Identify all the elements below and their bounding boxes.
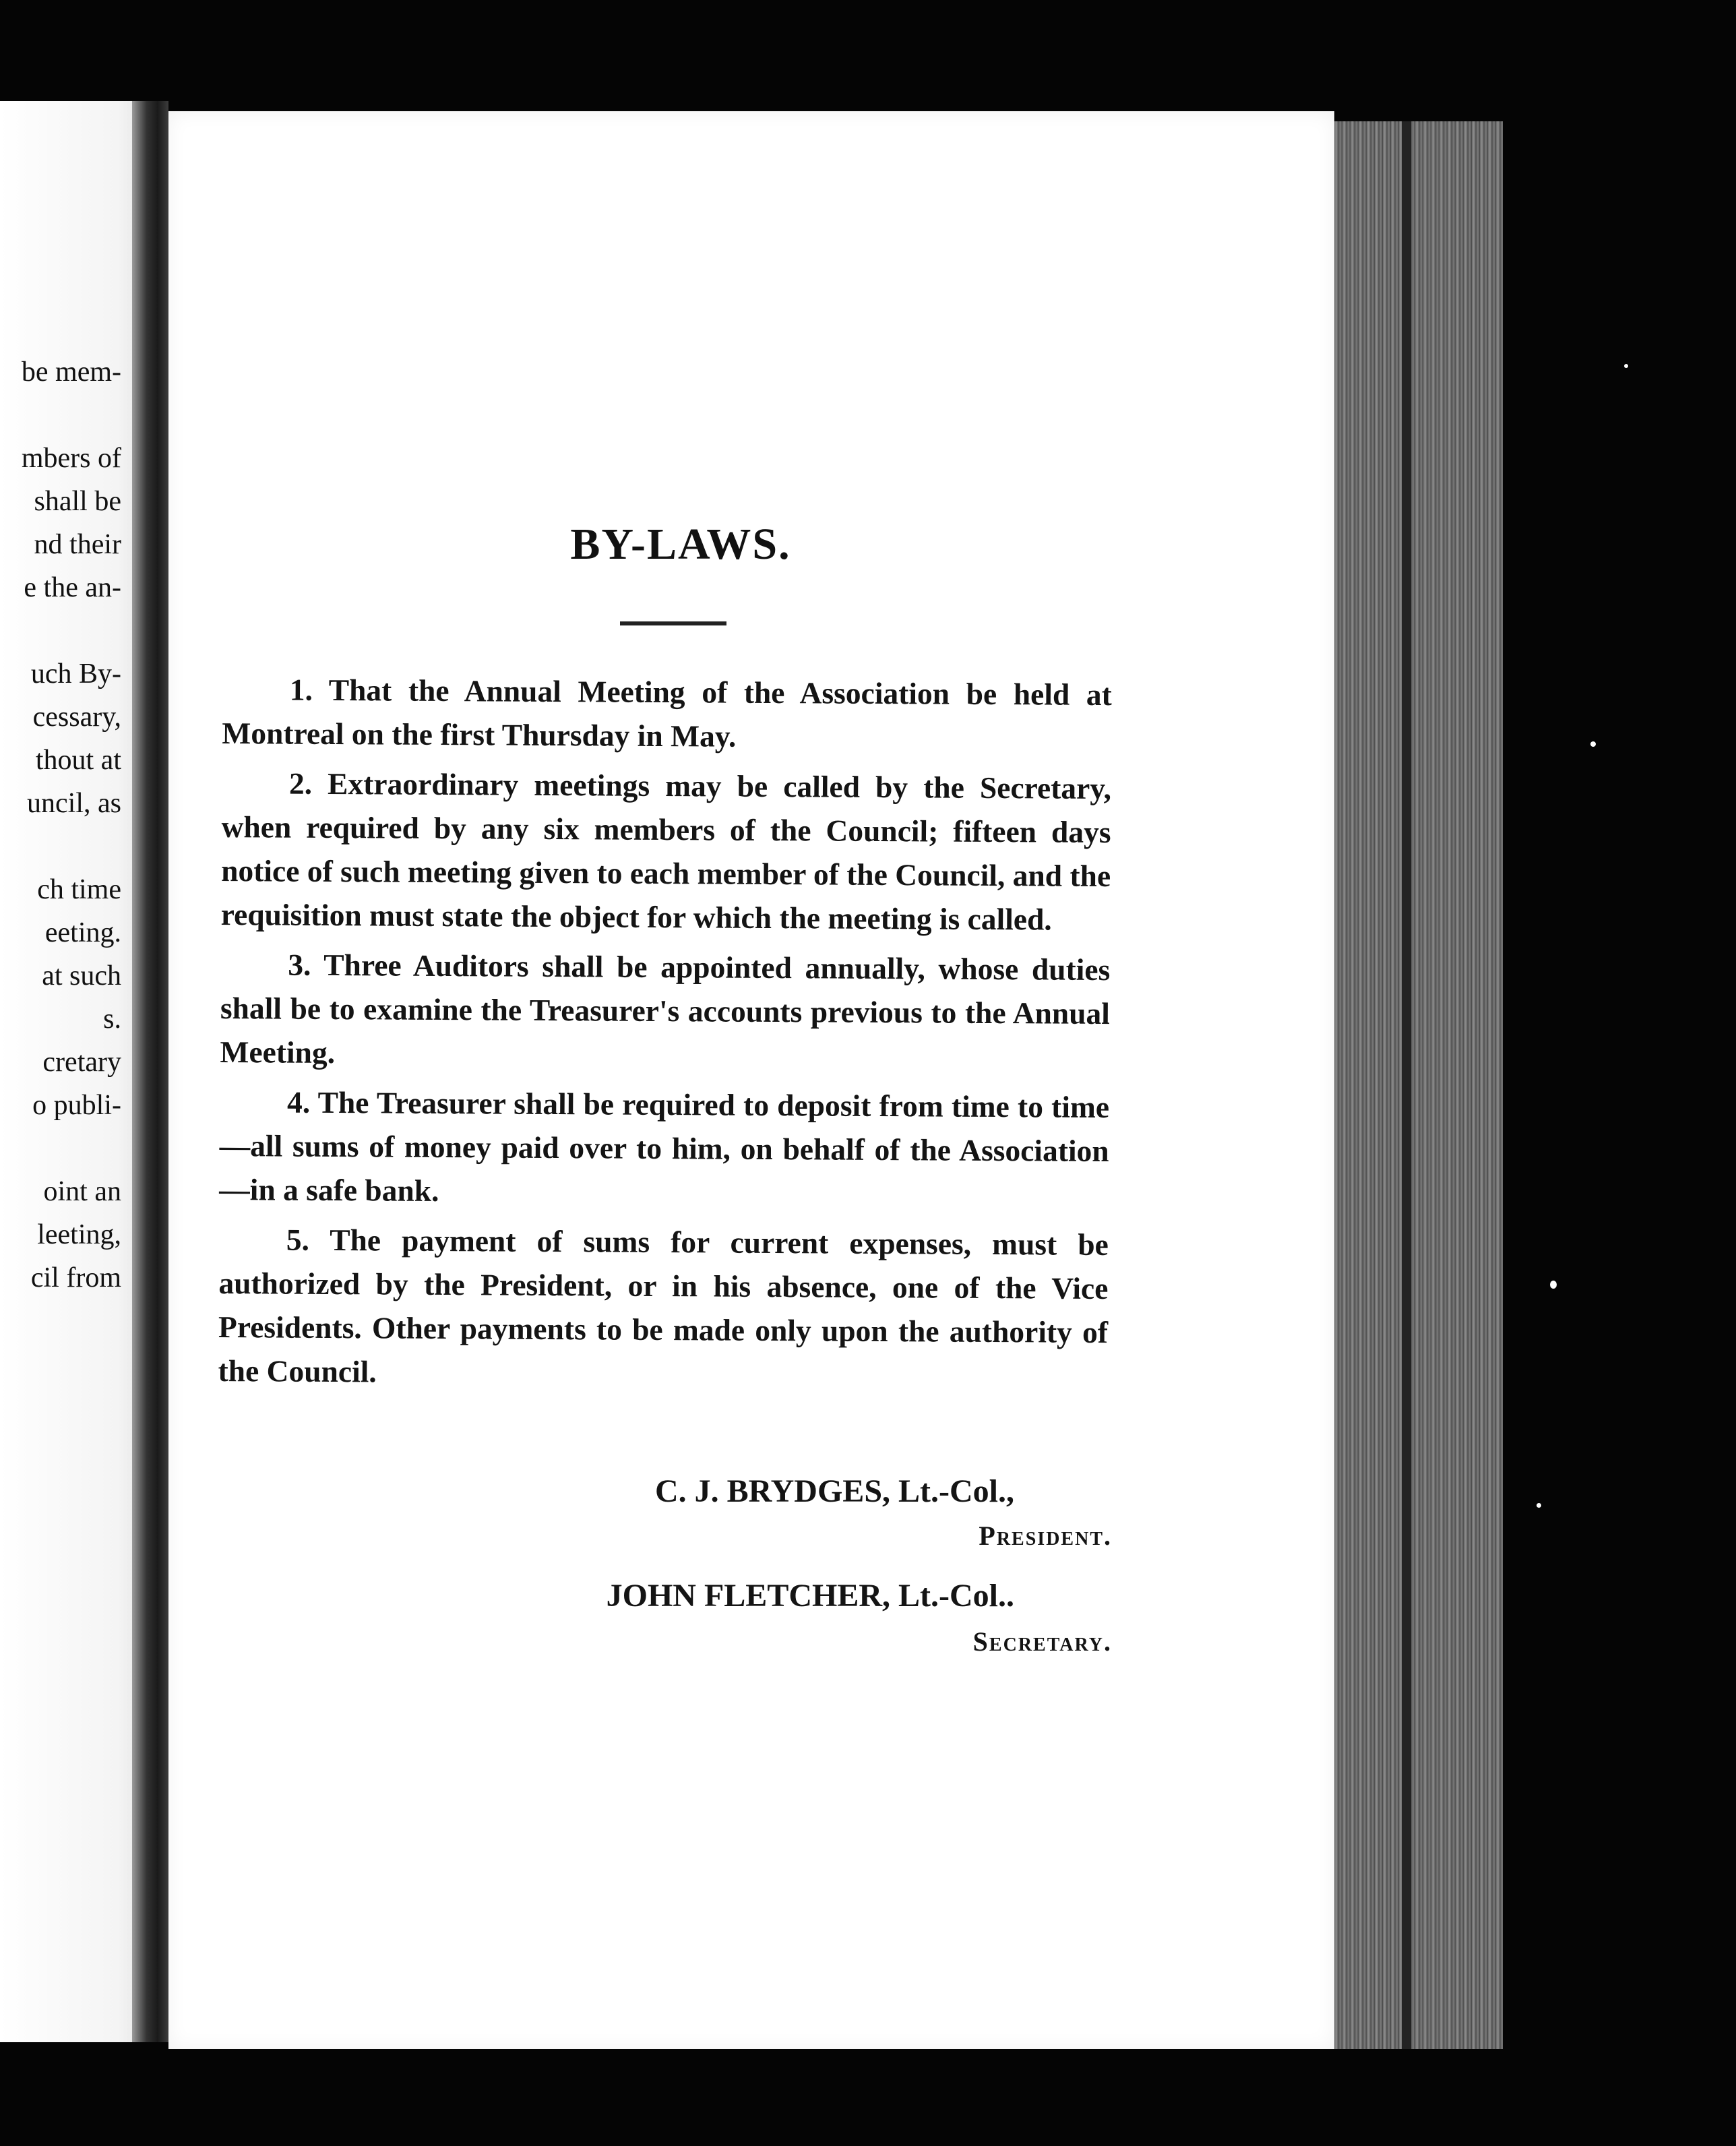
signature-secretary-title [222, 1626, 1112, 1657]
left-line: thout at [35, 745, 121, 776]
bylaw-paragraph: 5. The payment of sums for current expenses, must be authorized by the President, or in his absence, one of the Vice Presidents. Other payments to be made only upon the authority of the Council. [218, 1222, 1109, 1389]
signatory-name: JOHN FLETCHER, Lt.-Col.. [606, 1578, 1014, 1614]
bylaws-body [218, 667, 1112, 1404]
left-line: eeting. [44, 917, 121, 948]
left-line: cessary, [32, 702, 121, 733]
signatory-title: President. [979, 1521, 1112, 1551]
left-line [0, 394, 121, 437]
signatory-title: Secretary. [972, 1626, 1112, 1657]
page-title: BY-LAWS. [570, 520, 791, 569]
signature-president [222, 1473, 1112, 1510]
signature-secretary [222, 1577, 1112, 1614]
film-speck [1624, 364, 1628, 368]
left-page-text [0, 350, 121, 1299]
left-line [0, 1127, 121, 1170]
bylaw-paragraph: 3. Three Auditors shall be appointed annually, whose duties shall be to examine the Treasurer's accounts previous to the Annual Meeting. [220, 947, 1111, 1070]
left-line: mbers of [21, 443, 121, 474]
bylaw-paragraph: 4. The Treasurer shall be required to deposit from time to time—all sums of money paid over to him, on behalf of the Association—in a safe bank. [219, 1084, 1110, 1208]
book-gutter [132, 101, 168, 2042]
film-speck [1590, 741, 1596, 747]
left-line: leeting, [37, 1219, 121, 1250]
left-line: uch By- [30, 658, 121, 689]
left-line: nd their [34, 529, 121, 560]
left-line: ch time [37, 874, 121, 905]
bylaw-paragraph: 2. Extraordinary meetings may be called by the Secretary, when required by any six members of the Council; fifteen days notice of such meeting given to each member of the Council, and the requisition must state the object for which the meeting is called. [220, 766, 1112, 937]
left-line: s. [103, 1004, 121, 1035]
film-speck [1550, 1281, 1557, 1289]
left-line: shall be [34, 486, 121, 517]
left-line: o publi- [32, 1090, 121, 1121]
title-rule [620, 621, 726, 625]
bylaw-paragraph: 1. That the Annual Meeting of the Association be held at Montreal on the first Thursday in May. [222, 672, 1112, 754]
left-line: oint an [43, 1176, 121, 1207]
page-edges [1334, 121, 1503, 2049]
left-line: e the an- [24, 572, 121, 603]
left-line: uncil, as [27, 788, 121, 819]
left-line: cretary [42, 1047, 121, 1078]
left-line [0, 609, 121, 652]
signature-president-title [222, 1520, 1112, 1552]
signatory-name: C. J. BRYDGES, Lt.-Col., [654, 1473, 1014, 1509]
left-line: cil from [30, 1262, 121, 1293]
left-line: be mem- [21, 357, 121, 388]
left-line: at such [42, 960, 121, 991]
film-speck [1537, 1503, 1541, 1508]
left-line [0, 825, 121, 868]
